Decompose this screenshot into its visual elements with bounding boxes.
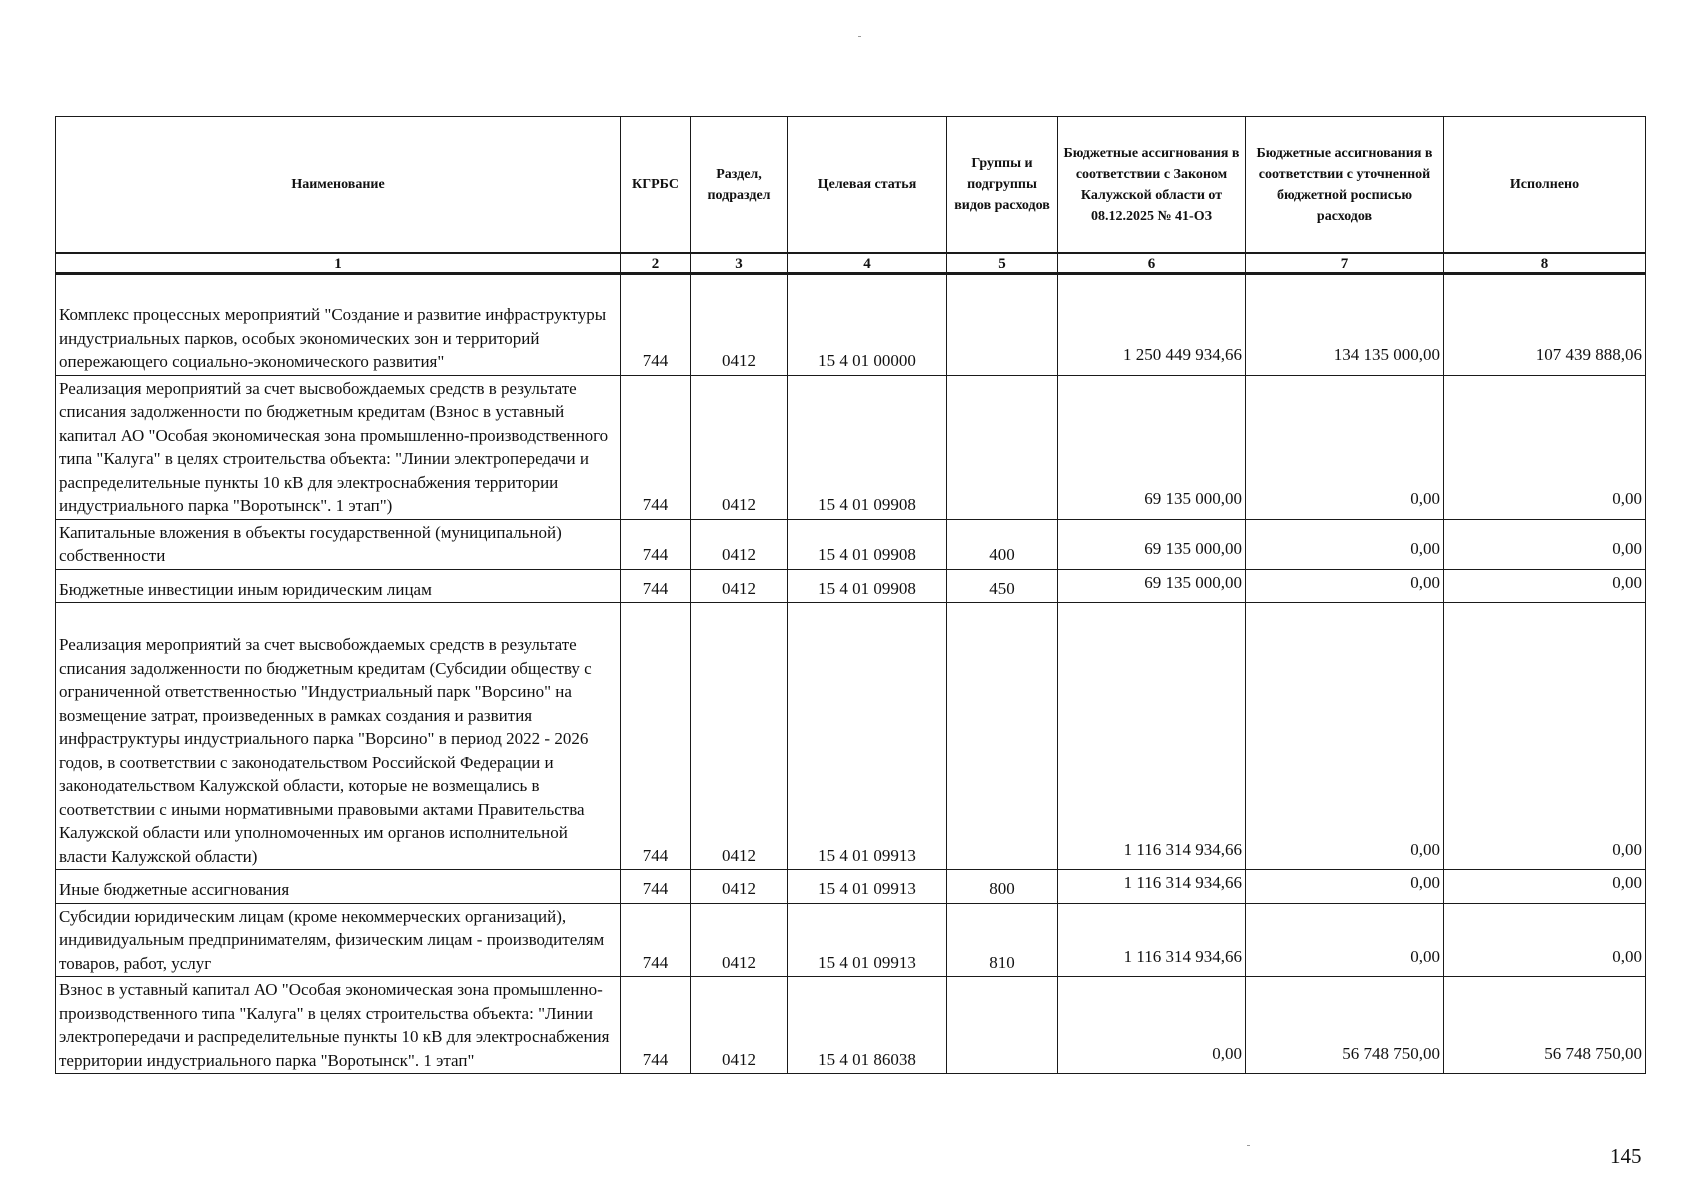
row-law-amount: 1 116 314 934,66 (1058, 903, 1246, 977)
row-name: Реализация мероприятий за счет высвобождаемых средств в результате списания задолженности по бюджетным кредитам (Субсидии обществу с ограниченной ответственностью "Индустриальный парк "Ворсино" на возмещение затрат, произведенных в рамках создания и развития инфраструктуры индустриального парка "Ворсино" в период 2022 - 2026 годов, в соответствии с законодательством Российской Федерации и законодательством Калужской области, которые не возмещались в соответствии с иными нормативными правовыми актами Правительства Калужской области или уполномоченных им органов исполнительной власти Калужской области) (56, 603, 621, 870)
row-section: 0412 (691, 375, 788, 519)
row-kgrbs: 744 (621, 375, 691, 519)
row-refined-amount: 0,00 (1246, 519, 1444, 569)
row-expense-group: 810 (947, 903, 1058, 977)
scan-speck (1247, 1145, 1250, 1146)
column-number: 4 (788, 253, 947, 274)
scan-speck (858, 36, 861, 37)
row-refined-amount: 56 748 750,00 (1246, 977, 1444, 1074)
row-target-article: 15 4 01 09913 (788, 870, 947, 904)
page-number: 145 (1610, 1144, 1642, 1168)
row-executed: 0,00 (1444, 569, 1646, 603)
row-executed: 0,00 (1444, 870, 1646, 904)
column-number: 2 (621, 253, 691, 274)
table-row (56, 375, 1646, 519)
table-row (56, 274, 1646, 376)
row-section: 0412 (691, 603, 788, 870)
row-target-article: 15 4 01 09908 (788, 519, 947, 569)
row-executed: 0,00 (1444, 519, 1646, 569)
row-kgrbs: 744 (621, 569, 691, 603)
row-section: 0412 (691, 870, 788, 904)
header-refined-amount: Бюджетные ассигнования в соответствии с уточненной бюджетной росписью расходов (1246, 117, 1444, 254)
row-expense-group (947, 977, 1058, 1074)
row-kgrbs: 744 (621, 274, 691, 376)
column-number: 3 (691, 253, 788, 274)
column-number: 7 (1246, 253, 1444, 274)
row-refined-amount: 0,00 (1246, 569, 1444, 603)
header-name: Наименование (56, 117, 621, 254)
row-target-article: 15 4 01 09908 (788, 569, 947, 603)
table-row (56, 569, 1646, 603)
table-row (56, 977, 1646, 1074)
column-number: 6 (1058, 253, 1246, 274)
row-kgrbs: 744 (621, 603, 691, 870)
header-law-amount: Бюджетные ассигнования в соответствии с Законом Калужской области от 08.12.2025 № 41-ОЗ (1058, 117, 1246, 254)
row-refined-amount: 0,00 (1246, 375, 1444, 519)
table-row (56, 603, 1646, 870)
header-executed: Исполнено (1444, 117, 1646, 254)
row-target-article: 15 4 01 09913 (788, 903, 947, 977)
column-number: 8 (1444, 253, 1646, 274)
row-executed: 0,00 (1444, 603, 1646, 870)
row-expense-group (947, 274, 1058, 376)
row-name: Капитальные вложения в объекты государственной (муниципальной) собственности (56, 519, 621, 569)
row-refined-amount: 0,00 (1246, 603, 1444, 870)
row-executed: 107 439 888,06 (1444, 274, 1646, 376)
row-kgrbs: 744 (621, 519, 691, 569)
header-expense-group: Группы и подгруппы видов расходов (947, 117, 1058, 254)
row-target-article: 15 4 01 00000 (788, 274, 947, 376)
table-row (56, 519, 1646, 569)
row-expense-group: 450 (947, 569, 1058, 603)
row-executed: 56 748 750,00 (1444, 977, 1646, 1074)
row-target-article: 15 4 01 86038 (788, 977, 947, 1074)
row-law-amount: 1 116 314 934,66 (1058, 870, 1246, 904)
row-kgrbs: 744 (621, 870, 691, 904)
row-law-amount: 1 250 449 934,66 (1058, 274, 1246, 376)
row-law-amount: 0,00 (1058, 977, 1246, 1074)
budget-table (55, 116, 1646, 1074)
row-section: 0412 (691, 569, 788, 603)
header-target-article: Целевая статья (788, 117, 947, 254)
table-row (56, 903, 1646, 977)
row-target-article: 15 4 01 09908 (788, 375, 947, 519)
header-kgrbs: КГРБС (621, 117, 691, 254)
row-kgrbs: 744 (621, 977, 691, 1074)
row-law-amount: 1 116 314 934,66 (1058, 603, 1246, 870)
row-name: Взнос в уставный капитал АО "Особая экономическая зона промышленно-производственного типа "Калуга" в целях строительства объекта: "Линии электропередачи и распределительные пункты 10 кВ для электроснабжения территории индустриального парка "Воротынск". 1 этап" (56, 977, 621, 1074)
row-executed: 0,00 (1444, 903, 1646, 977)
column-number: 1 (56, 253, 621, 274)
header-row (56, 117, 1646, 254)
row-law-amount: 69 135 000,00 (1058, 519, 1246, 569)
row-refined-amount: 134 135 000,00 (1246, 274, 1444, 376)
row-executed: 0,00 (1444, 375, 1646, 519)
row-expense-group: 800 (947, 870, 1058, 904)
row-expense-group: 400 (947, 519, 1058, 569)
row-name: Реализация мероприятий за счет высвобождаемых средств в результате списания задолженности по бюджетным кредитам (Взнос в уставный капитал АО "Особая экономическая зона промышленно-производственного типа "Калуга" в целях строительства объекта: "Линии электропередачи и распределительные пункты 10 кВ для электроснабжения территории индустриального парка "Воротынск". 1 этап") (56, 375, 621, 519)
row-section: 0412 (691, 903, 788, 977)
row-kgrbs: 744 (621, 903, 691, 977)
row-expense-group (947, 375, 1058, 519)
row-law-amount: 69 135 000,00 (1058, 375, 1246, 519)
row-name: Бюджетные инвестиции иным юридическим лицам (56, 569, 621, 603)
budget-table-container (55, 116, 1645, 1074)
row-name: Субсидии юридическим лицам (кроме некоммерческих организаций), индивидуальным предпринимателям, физическим лицам - производителям товаров, работ, услуг (56, 903, 621, 977)
table-row (56, 870, 1646, 904)
column-number: 5 (947, 253, 1058, 274)
row-name: Иные бюджетные ассигнования (56, 870, 621, 904)
row-refined-amount: 0,00 (1246, 870, 1444, 904)
row-target-article: 15 4 01 09913 (788, 603, 947, 870)
row-name: Комплекс процессных мероприятий "Создание и развитие инфраструктуры индустриальных парков, особых экономических зон и территорий опережающего социально-экономического развития" (56, 274, 621, 376)
row-refined-amount: 0,00 (1246, 903, 1444, 977)
row-section: 0412 (691, 977, 788, 1074)
row-section: 0412 (691, 519, 788, 569)
header-section: Раздел, подраздел (691, 117, 788, 254)
row-section: 0412 (691, 274, 788, 376)
column-number-row (56, 253, 1646, 274)
row-law-amount: 69 135 000,00 (1058, 569, 1246, 603)
row-expense-group (947, 603, 1058, 870)
